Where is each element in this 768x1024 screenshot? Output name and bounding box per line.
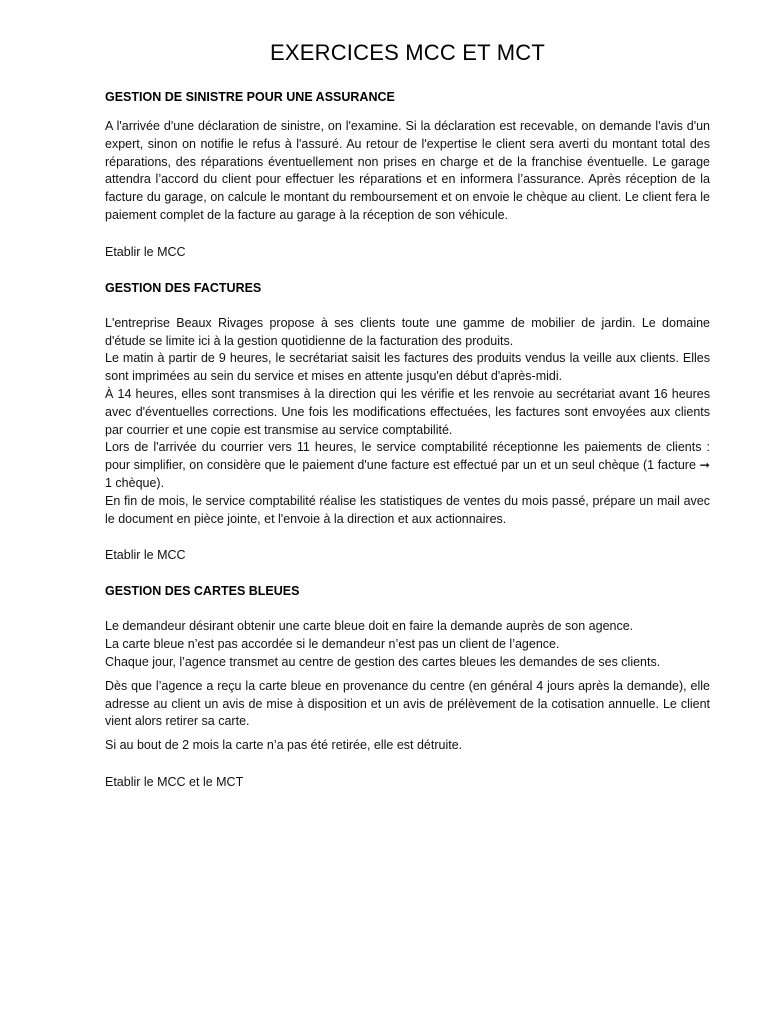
paragraph: La carte bleue n’est pas accordée si le demandeur n’est pas un client de l’agence.	[105, 637, 560, 652]
section-heading: GESTION DE SINISTRE POUR UNE ASSURANCE	[105, 90, 395, 104]
paragraph: Le demandeur désirant obtenir une carte bleue doit en faire la demande auprès de son agence.	[105, 619, 634, 634]
section-heading: GESTION DES FACTURES	[105, 280, 262, 295]
paragraph: Chaque jour, l’agence transmet au centre de gestion des cartes bleues les demandes de ses clients.	[105, 654, 661, 669]
section-heading: GESTION DES CARTES BLEUES	[105, 584, 300, 599]
instruction-text: Etablir le MCC	[105, 548, 186, 563]
paragraph: Si au bout de 2 mois la carte n’a pas été retirée, elle est détruite.	[105, 738, 463, 753]
paragraph: À 14 heures, elles sont transmises à la direction qui les vérifie et les renvoie au secrétariat avant 16 heures avec d'éventuelles corrections. Une fois les modifications effectuées, les factures sont envoyées aux clients par courrier et une copie est transmise au service comptabilité.	[105, 386, 710, 437]
section-sinistre	[105, 88, 710, 261]
paragraph: En fin de mois, le service comptabilité réalise les statistiques de ventes du mois passé, prépare un mail avec le document en pièce jointe, et l'envoie à la direction et aux actionnaires.	[105, 493, 710, 526]
paragraph: A l'arrivée d'une déclaration de sinistre, on l'examine. Si la déclaration est recevable, on demande l'avis d'un expert, sinon on notifie le refus à l'assuré. Au retour de l'expertise le client sera averti du montant total des réparations, des réparations éventuellement non prises en charge et de la franchise éventuelle. Le garage attendra l’accord du client pour effectuer les réparations et en informera l’assurance. Après réception de la facture du garage, on calcule le montant du remboursement et on envoie le chèque au client. Le client fera le paiement complet de la facture au garage à la réception de son véhicule.	[105, 119, 710, 222]
paragraph: Le matin à partir de 9 heures, le secrétariat saisit les factures des produits vendus la veille aux clients. Elles sont imprimées au sein du service et mises en attente jusqu'en début d'après-midi.	[105, 351, 710, 384]
paragraph: Dès que l’agence a reçu la carte bleue en provenance du centre (en général 4 jours après la demande), elle adresse au client un avis de mise à disposition et un avis de prélèvement de la cotisation annuelle. Le client vient alors retirer sa carte.	[105, 678, 710, 729]
document-title: EXERCICES MCC ET MCT	[270, 40, 545, 65]
section-factures	[105, 279, 710, 565]
instruction-text: Etablir le MCC	[105, 244, 186, 259]
section-cartes-bleues	[105, 582, 710, 791]
paragraph: L'entreprise Beaux Rivages propose à ses clients toute une gamme de mobilier de jardin. Le domaine d'étude se limite ici à la gestion quotidienne de la facturation des produits.	[105, 315, 710, 348]
document-page	[105, 38, 710, 791]
paragraph: Lors de l'arrivée du courrier vers 11 heures, le service comptabilité réceptionne les paiements de clients : pour simplifier, on considère que le paiement d'une facture est effectué par un et un seul chèque (1 facture ➞ 1 chèque).	[105, 440, 710, 490]
instruction-text: Etablir le MCC et le MCT	[105, 774, 244, 789]
